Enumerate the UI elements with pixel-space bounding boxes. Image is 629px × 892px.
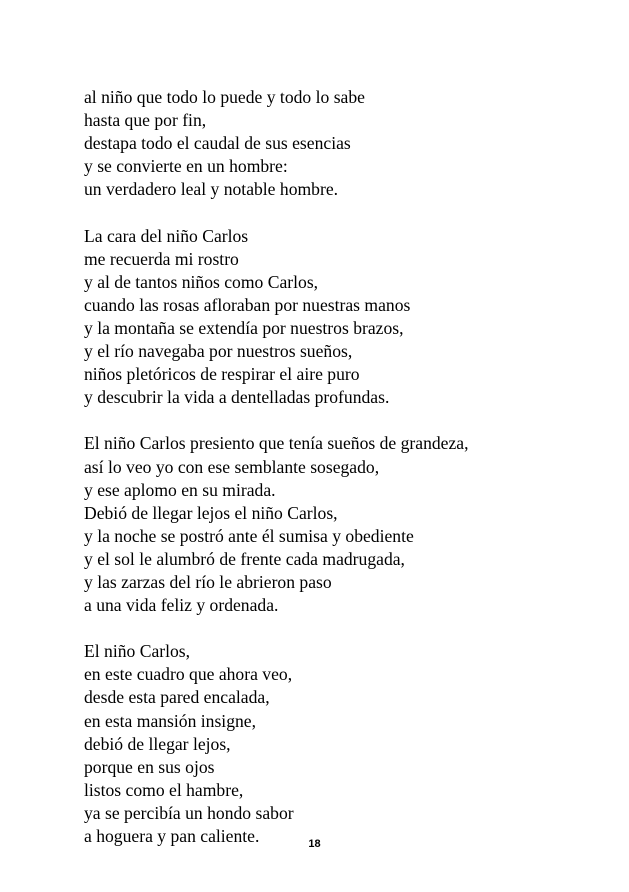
poem-line: El niño Carlos,	[84, 641, 191, 662]
poem-line: y el sol le alumbró de frente cada madrugada,	[84, 548, 405, 569]
poem-body	[84, 86, 604, 871]
poem-line: y al de tantos niños como Carlos,	[84, 271, 319, 292]
poem-line: ya se percibía un hondo sabor	[84, 802, 294, 823]
poem-line: Debió de llegar lejos el niño Carlos,	[84, 502, 338, 523]
poem-line: niños pletóricos de respirar el aire puro	[84, 364, 360, 385]
poem-line: y la montaña se extendía por nuestros brazos,	[84, 317, 404, 338]
poem-line: La cara del niño Carlos	[84, 225, 249, 246]
poem-line: y ese aplomo en su mirada.	[84, 479, 276, 500]
poem-line: y la noche se postró ante él sumisa y obediente	[84, 525, 414, 546]
poem-line: listos como el hambre,	[84, 779, 244, 800]
poem-line: al niño que todo lo puede y todo lo sabe	[84, 87, 365, 107]
poem-line: y se convierte en un hombre:	[84, 156, 288, 177]
poem-line: a hoguera y pan caliente.	[84, 826, 260, 846]
poem-line: a una vida feliz y ordenada.	[84, 595, 279, 616]
poem-line: desde esta pared encalada,	[84, 687, 270, 708]
poem-line: y el río navegaba por nuestros sueños,	[84, 341, 353, 362]
poem-line: me recuerda mi rostro	[84, 248, 239, 269]
poem-line: debió de llegar lejos,	[84, 733, 231, 754]
poem-line: así lo veo yo con ese semblante sosegado,	[84, 456, 380, 477]
page-number: 18	[308, 838, 321, 850]
stanza-1	[84, 86, 604, 201]
poem-line: El niño Carlos presiento que tenía sueños de grandeza,	[84, 433, 469, 454]
stanza-2	[84, 225, 604, 410]
poem-line: y descubrir la vida a dentelladas profundas.	[84, 387, 390, 408]
poem-line: en esta mansión insigne,	[84, 710, 256, 731]
poem-line: destapa todo el caudal de sus esencias	[84, 133, 351, 154]
poem-line: un verdadero leal y notable hombre.	[84, 179, 339, 200]
poem-line: en este cuadro que ahora veo,	[84, 664, 293, 685]
poem-line: hasta que por fin,	[84, 110, 207, 131]
poem-line: cuando las rosas afloraban por nuestras manos	[84, 294, 411, 315]
poem-line: porque en sus ojos	[84, 756, 215, 777]
stanza-4	[84, 640, 604, 848]
stanza-3	[84, 432, 604, 617]
poem-line: y las zarzas del río le abrieron paso	[84, 571, 332, 592]
